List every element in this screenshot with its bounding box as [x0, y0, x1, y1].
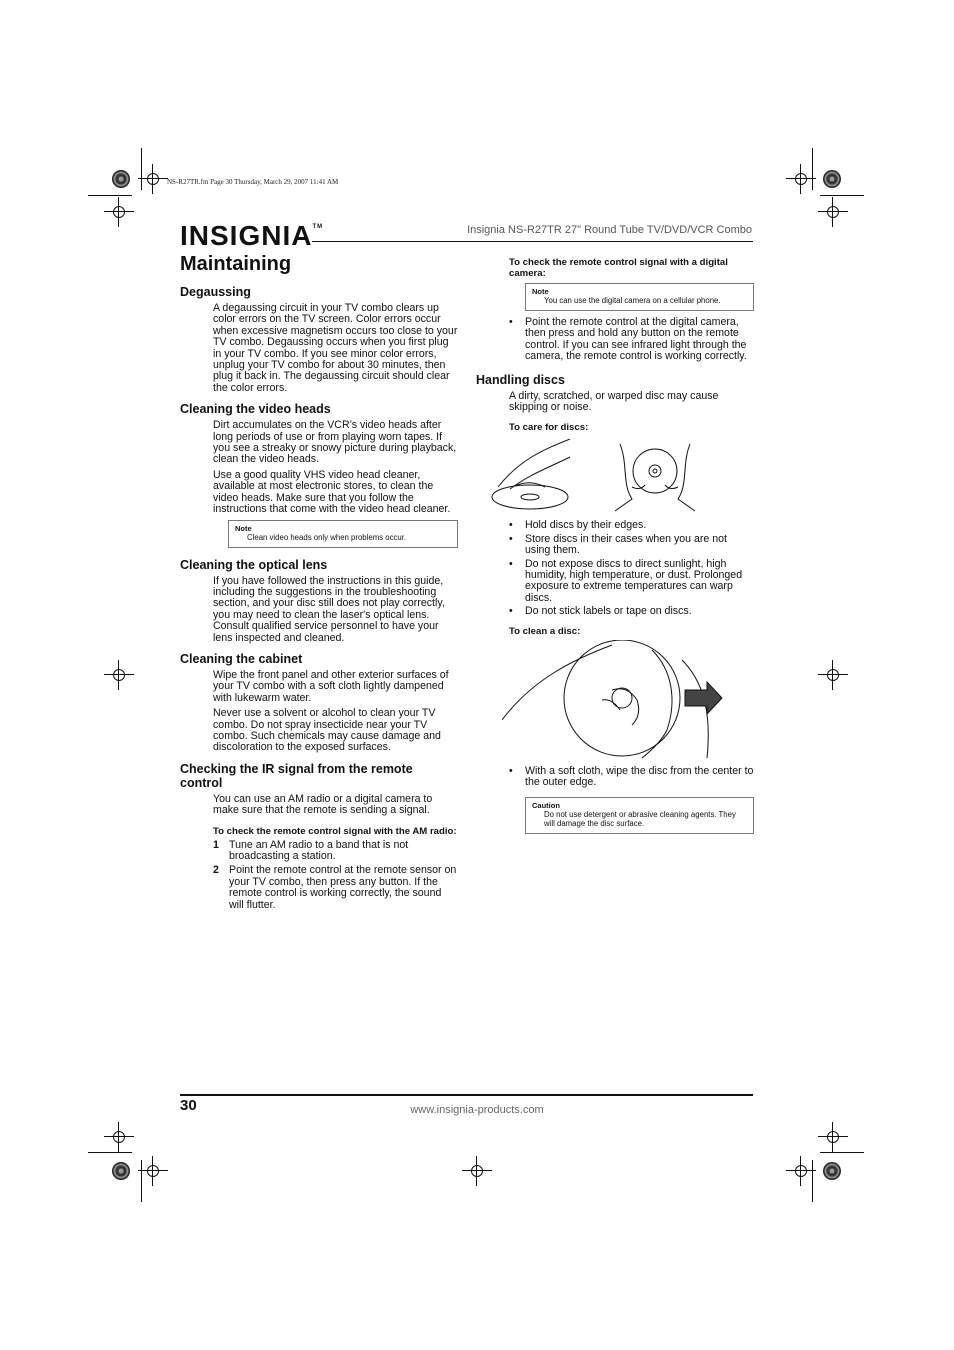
- footer-url: www.insignia-products.com: [410, 1104, 544, 1116]
- color-target-icon: [112, 170, 130, 188]
- right-column: [476, 257, 754, 844]
- section-heading: Checking the IR signal from the remote control: [180, 761, 413, 790]
- logo-text: INSIGNIA: [180, 220, 313, 251]
- section-ir-signal: [180, 762, 458, 911]
- step-number: 1: [213, 838, 219, 851]
- section-heading: Cleaning the optical lens: [180, 557, 328, 572]
- header-rule: [312, 241, 753, 242]
- left-column: [180, 285, 458, 919]
- procedure-heading: To clean a disc:: [509, 625, 581, 637]
- registration-mark-icon: [104, 660, 134, 690]
- running-title: Insignia NS-R27TR 27" Round Tube TV/DVD/VCR Combo: [467, 224, 752, 236]
- registration-mark-icon: [818, 197, 848, 227]
- registration-mark-icon: [104, 1122, 134, 1152]
- logo-trademark: TM: [312, 224, 324, 230]
- registration-mark-icon: [462, 1156, 492, 1186]
- paragraph: If you have followed the instructions in this guide, including the suggestions in the troubleshooting section, and your disc still does not play correctly, you may need to clean the laser's optical lens. Consult qualified service personnel to have your lens inspected and cleaned.: [213, 574, 445, 644]
- section-video-heads: [180, 402, 458, 547]
- bullet-list: [509, 766, 754, 789]
- step-item: [213, 840, 458, 863]
- section-heading: Degaussing: [180, 285, 251, 299]
- section-heading: Cleaning the video heads: [180, 402, 331, 417]
- bullet-list: [509, 317, 754, 363]
- registration-mark-icon: [104, 197, 134, 227]
- section-cabinet: [180, 652, 458, 754]
- footer-rule: [180, 1094, 753, 1096]
- frame-slug: NS-R27TR.fm Page 30 Thursday, March 29, 2007 11:41 AM: [167, 178, 339, 186]
- section-heading: Handling discs: [476, 372, 565, 387]
- note-text: Clean video heads only when problems occur.: [247, 532, 407, 542]
- procedure-heading: To check the remote control signal with a digital camera:: [509, 257, 728, 279]
- brand-logo: [180, 220, 323, 252]
- procedure-heading: To check the remote control signal with the AM radio:: [213, 825, 457, 837]
- registration-mark-icon: [138, 1156, 168, 1186]
- paragraph: You can use an AM radio or a digital camera to make sure that the remote is sending a signal.: [213, 792, 433, 817]
- caution-label: Caution: [532, 800, 560, 810]
- registration-mark-icon: [786, 1156, 816, 1186]
- registration-mark-icon: [138, 164, 168, 194]
- bullet-item: • Store discs in their cases when you are not using them.: [509, 534, 754, 557]
- arrow-right-icon: [685, 682, 722, 714]
- step-list: [213, 840, 458, 911]
- registration-mark-icon: [818, 660, 848, 690]
- disc-cleaning-illustration: [502, 640, 752, 760]
- color-target-icon: [823, 170, 841, 188]
- registration-mark-icon: [786, 164, 816, 194]
- section-heading: Cleaning the cabinet: [180, 651, 303, 666]
- bullet-item: • Do not expose discs to direct sunlight, high humidity, high temperature, or dust. Prolonged exposure to extreme temperatures can warp discs.: [509, 559, 754, 605]
- bullet-item: • Point the remote control at the digital camera, then press and hold any button on the remote control. If you can see infrared light through the camera, the remote control is working correctly.: [509, 317, 754, 363]
- note-box: [525, 283, 754, 311]
- paragraph: Dirt accumulates on the VCR’s video heads after long periods of use or from playing worn tapes. If you see a streaky or snowy picture during playback, clean the video heads.: [213, 419, 457, 466]
- color-target-icon: [112, 1162, 130, 1180]
- caution-text: Do not use detergent or abrasive cleaning agents. They will damage the disc surface.: [544, 809, 736, 828]
- paragraph: Never use a solvent or alcohol to clean your TV combo. Do not spray insecticide near your TV combo. Such chemicals may cause damage and discoloration to the exposed surfaces.: [213, 707, 441, 754]
- note-label: Note: [532, 287, 549, 296]
- procedure-heading: To care for discs:: [509, 422, 589, 434]
- page-number: 30: [180, 1097, 197, 1114]
- note-label: Note: [235, 523, 252, 533]
- disc-handling-illustration: [490, 439, 735, 514]
- note-text: You can use the digital camera on a cellular phone.: [544, 296, 721, 305]
- note-box: [228, 520, 458, 548]
- step-text: Tune an AM radio to a band that is not broadcasting a station.: [229, 838, 409, 862]
- bullet-list: [509, 520, 754, 617]
- bullet-item: • Hold discs by their edges.: [509, 520, 754, 531]
- paragraph: Wipe the front panel and other exterior surfaces of your TV combo with a soft cloth lightly dampened with lukewarm water.: [213, 668, 449, 704]
- page-title: Maintaining: [180, 253, 292, 275]
- bullet-item: • With a soft cloth, wipe the disc from the center to the outer edge.: [509, 766, 754, 789]
- paragraph: Use a good quality VHS video head cleaner, available at most electronic stores, to clean the video heads. Make sure that you follow the instructions that come with the video head cleaner.: [213, 468, 451, 516]
- section-degaussing: [180, 285, 458, 394]
- step-text: Point the remote control at the remote sensor on your TV combo, then press any button. If the remote control is working correctly, the sound will flutter.: [229, 864, 457, 911]
- caution-box: [525, 797, 754, 834]
- paragraph: A degaussing circuit in your TV combo clears up color errors on the TV screen. Color errors occur when excessive magnetism occurs too close to your TV combo. Degaussing occurs when you first plug in your TV combo. If you see minor color errors, unplug your TV combo for about 30 minutes, then plug it back in. The degaussing circuit should clear the color errors.: [213, 302, 458, 394]
- paragraph: A dirty, scratched, or warped disc may cause skipping or noise.: [509, 389, 719, 414]
- color-target-icon: [823, 1162, 841, 1180]
- registration-mark-icon: [818, 1122, 848, 1152]
- section-optical-lens: [180, 558, 458, 644]
- step-item: [213, 865, 458, 911]
- step-number: 2: [213, 864, 219, 877]
- bullet-item: • Do not stick labels or tape on discs.: [509, 606, 754, 617]
